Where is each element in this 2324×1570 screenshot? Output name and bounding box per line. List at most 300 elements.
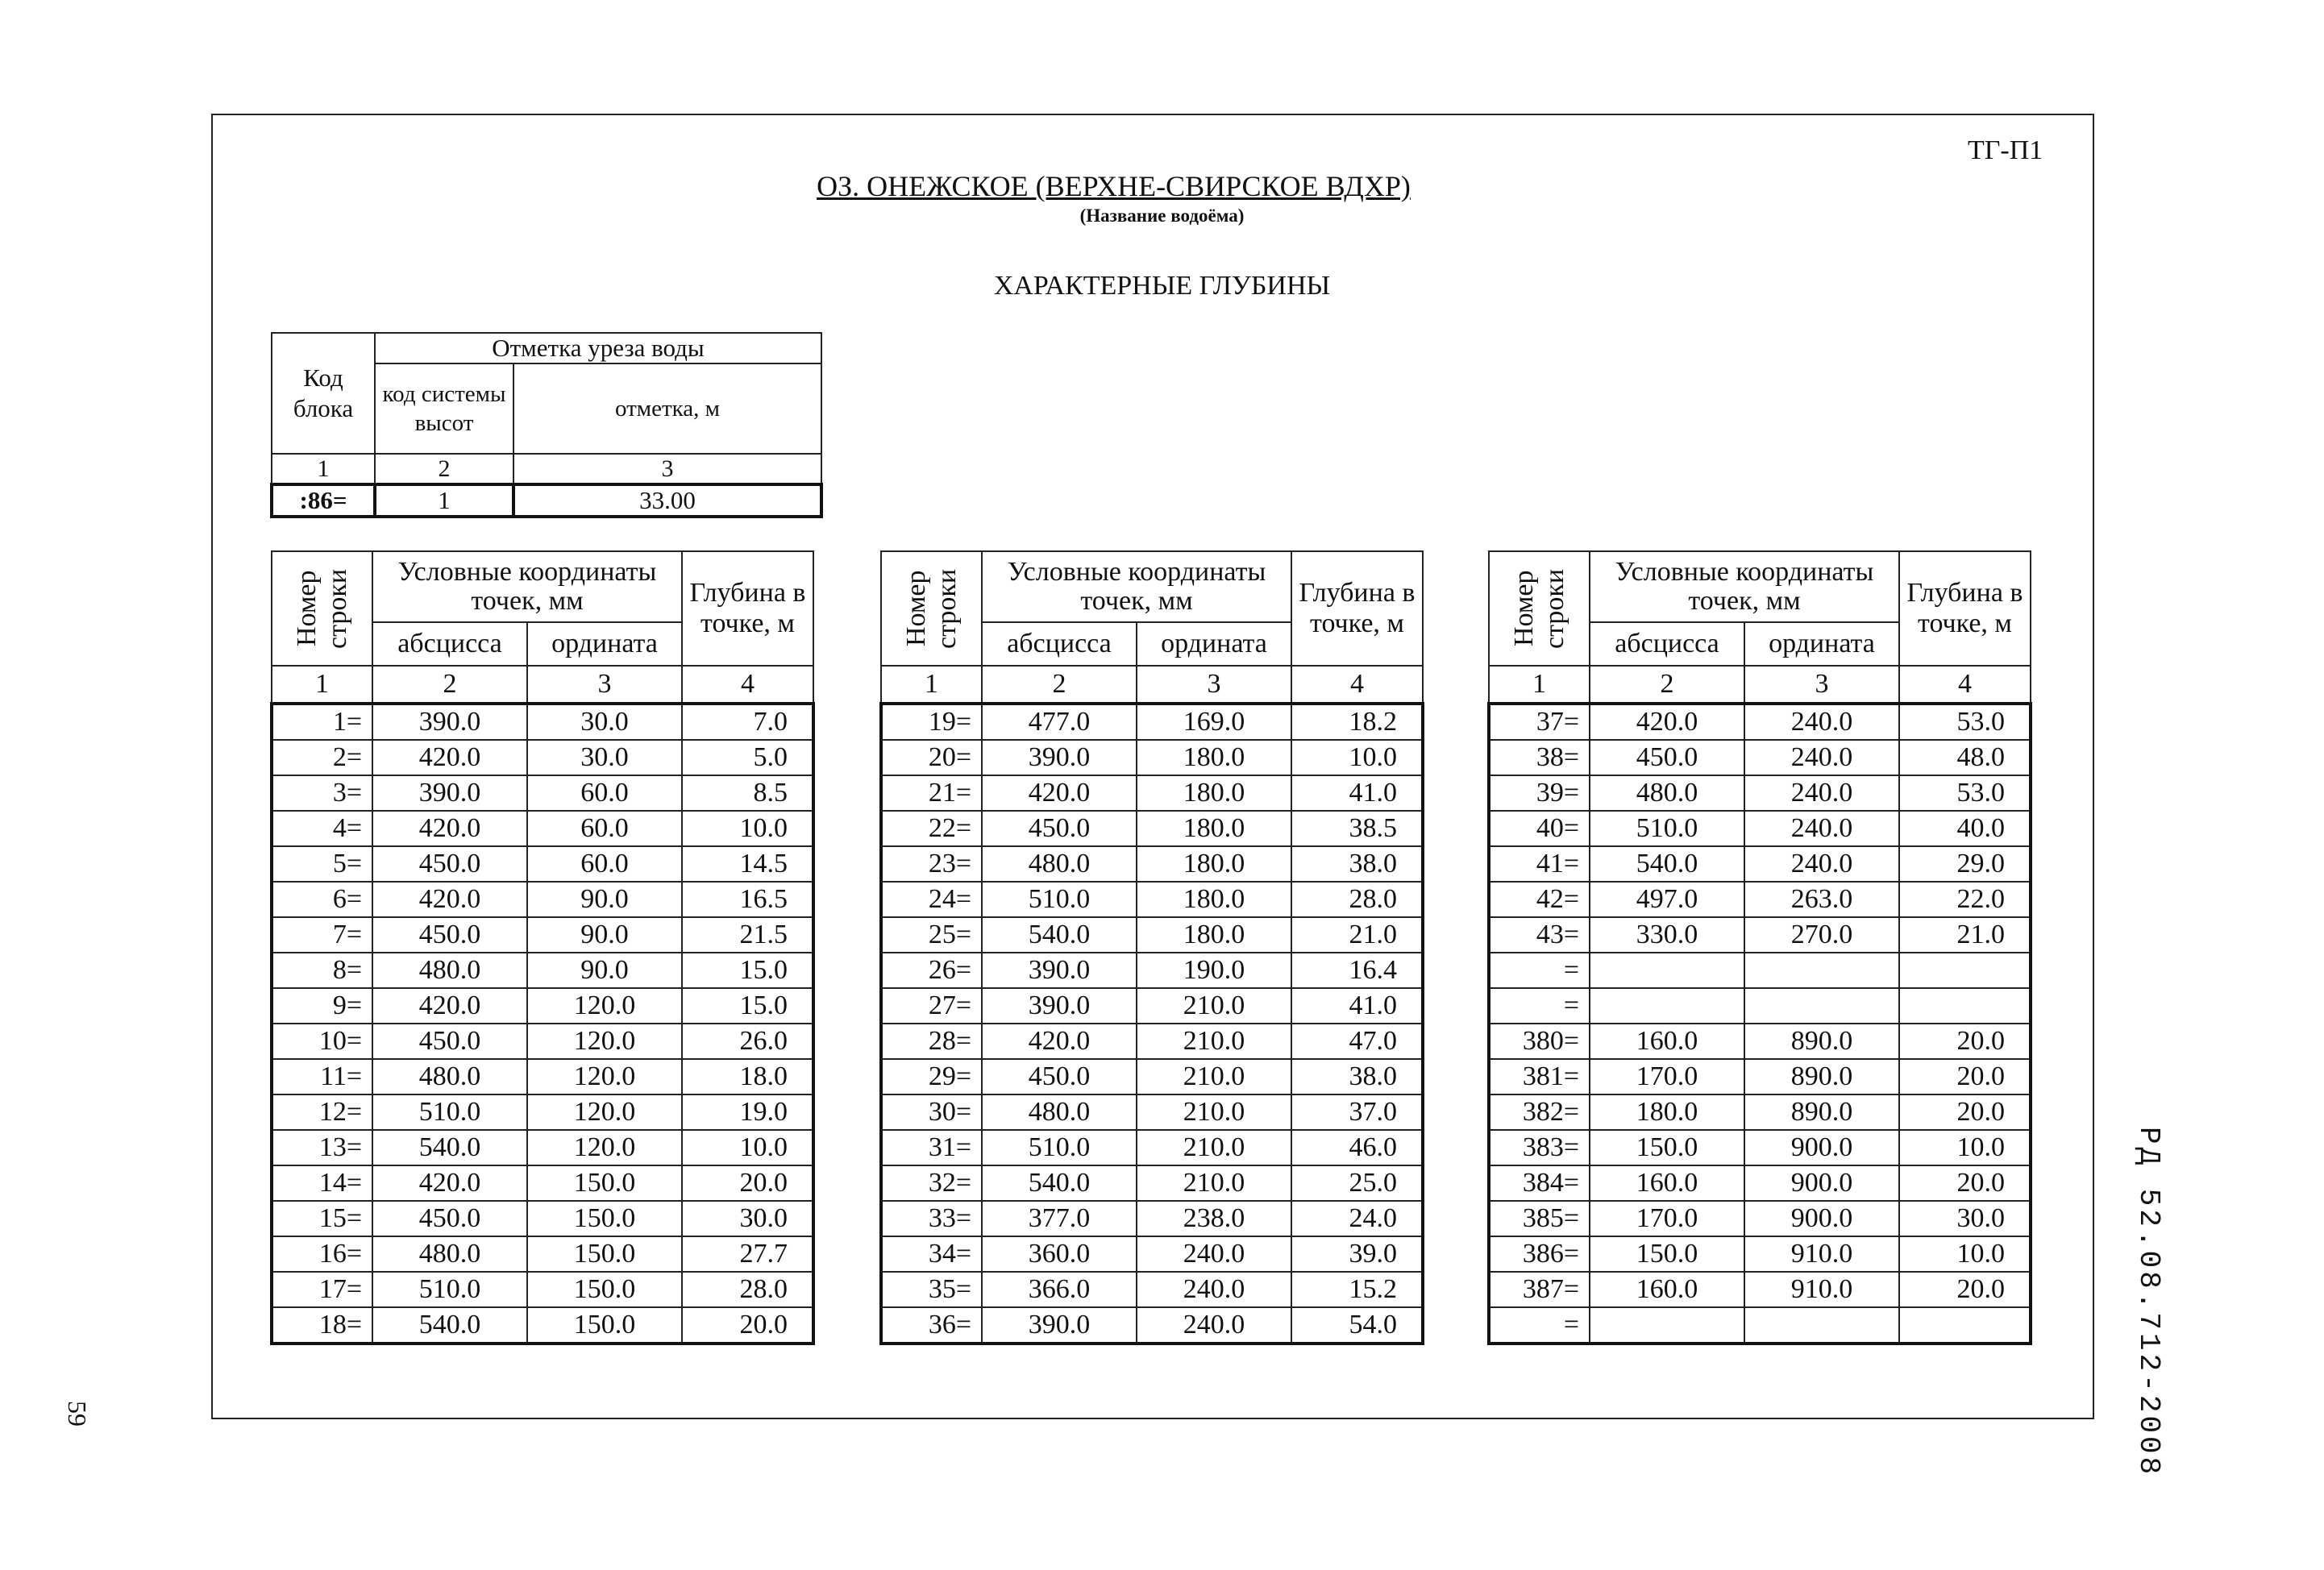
abscissa-cell: 540.0 (1590, 846, 1744, 882)
depth-cell: 19.0 (682, 1094, 813, 1130)
ordinate-cell: 180.0 (1137, 846, 1291, 882)
row-number-cell: 23= (881, 846, 982, 882)
column-number: 2 (982, 666, 1137, 704)
table-row (881, 953, 1423, 988)
ordinate-cell: 150.0 (527, 1272, 682, 1307)
depth-cell: 8.5 (682, 775, 813, 811)
abscissa-cell: 480.0 (372, 953, 527, 988)
table-row (1489, 1307, 2031, 1344)
table-row (881, 740, 1423, 775)
abscissa-cell: 180.0 (1590, 1094, 1744, 1130)
row-number-cell: 37= (1489, 704, 1590, 740)
abscissa-header: абсцисса (982, 622, 1137, 666)
abscissa-cell: 150.0 (1590, 1236, 1744, 1272)
coordinates-group-header: Условные координаты точек, мм (1590, 551, 1899, 622)
row-number-cell: 14= (272, 1165, 372, 1201)
ordinate-cell: 60.0 (527, 846, 682, 882)
row-number-cell: 3= (272, 775, 372, 811)
abscissa-cell: 170.0 (1590, 1059, 1744, 1094)
abscissa-cell: 540.0 (982, 1165, 1137, 1201)
table-row (272, 775, 813, 811)
depth-cell: 18.2 (1291, 704, 1423, 740)
table-row (272, 740, 813, 775)
abscissa-cell: 360.0 (982, 1236, 1137, 1272)
abscissa-cell: 160.0 (1590, 1165, 1744, 1201)
depth-cell: 10.0 (1899, 1130, 2031, 1165)
ordinate-cell: 210.0 (1137, 1024, 1291, 1059)
abscissa-cell: 160.0 (1590, 1024, 1744, 1059)
abscissa-cell: 450.0 (982, 811, 1137, 846)
abscissa-cell: 420.0 (372, 1165, 527, 1201)
abscissa-cell (1590, 953, 1744, 988)
depth-cell: 10.0 (682, 811, 813, 846)
mark-header: отметка, м (513, 363, 821, 454)
row-number-cell: 21= (881, 775, 982, 811)
row-number-cell: 387= (1489, 1272, 1590, 1307)
row-number-cell: 39= (1489, 775, 1590, 811)
ordinate-cell: 150.0 (527, 1307, 682, 1344)
depth-cell: 20.0 (682, 1165, 813, 1201)
abscissa-cell (1590, 988, 1744, 1024)
abscissa-cell: 390.0 (982, 988, 1137, 1024)
block-code-header: Код блока (272, 333, 375, 454)
row-number-cell: 20= (881, 740, 982, 775)
ordinate-cell: 30.0 (527, 704, 682, 740)
abscissa-cell: 450.0 (372, 1201, 527, 1236)
depth-cell: 21.0 (1291, 917, 1423, 953)
table-row (272, 1059, 813, 1094)
row-number-cell: = (1489, 988, 1590, 1024)
depth-cell: 10.0 (1899, 1236, 2031, 1272)
depth-cell (1899, 1307, 2031, 1344)
table-row (1489, 775, 2031, 811)
table-row (1489, 1201, 2031, 1236)
abscissa-cell: 377.0 (982, 1201, 1137, 1236)
depth-cell: 54.0 (1291, 1307, 1423, 1344)
table-row (1489, 740, 2031, 775)
table-row (1489, 1236, 2031, 1272)
abscissa-cell: 150.0 (1590, 1130, 1744, 1165)
table-row (1489, 1059, 2031, 1094)
abscissa-cell: 330.0 (1590, 917, 1744, 953)
ordinate-cell: 120.0 (527, 1024, 682, 1059)
ordinate-cell: 180.0 (1137, 917, 1291, 953)
block-code-value: :86= (272, 484, 375, 517)
table-row (272, 1165, 813, 1201)
water-body-name-line (0, 169, 2324, 203)
abscissa-cell: 450.0 (372, 846, 527, 882)
abscissa-cell: 450.0 (372, 1024, 527, 1059)
depths-table-3 (1487, 550, 2032, 1345)
abscissa-cell: 390.0 (372, 775, 527, 811)
depth-cell: 38.0 (1291, 1059, 1423, 1094)
row-number-cell: 385= (1489, 1201, 1590, 1236)
row-number-header (881, 551, 982, 666)
table-row (881, 775, 1423, 811)
depth-cell: 29.0 (1899, 846, 2031, 882)
depth-cell: 15.0 (682, 953, 813, 988)
document-title: ХАРАКТЕРНЫЕ ГЛУБИНЫ (993, 271, 1331, 301)
row-number-cell: 8= (272, 953, 372, 988)
depth-cell: 26.0 (682, 1024, 813, 1059)
document-code: РД 52.08.712-2008 (2132, 1127, 2165, 1478)
ordinate-cell: 210.0 (1137, 1094, 1291, 1130)
abscissa-cell: 510.0 (372, 1094, 527, 1130)
row-number-header-text: Номер строки (291, 568, 352, 649)
depth-header: Глубина в точке, м (1291, 551, 1423, 666)
column-number: 1 (1489, 666, 1590, 704)
ordinate-cell: 210.0 (1137, 1059, 1291, 1094)
depth-cell: 41.0 (1291, 775, 1423, 811)
table-row (272, 1307, 813, 1344)
depth-cell: 53.0 (1899, 775, 2031, 811)
column-number: 2 (372, 666, 527, 704)
ordinate-cell: 169.0 (1137, 704, 1291, 740)
abscissa-cell: 510.0 (1590, 811, 1744, 846)
abscissa-cell: 480.0 (1590, 775, 1744, 811)
water-level-group-header: Отметка уреза воды (375, 333, 821, 363)
ordinate-header: ордината (1744, 622, 1899, 666)
ordinate-cell: 180.0 (1137, 740, 1291, 775)
abscissa-cell: 390.0 (982, 1307, 1137, 1344)
row-number-cell: 33= (881, 1201, 982, 1236)
depth-cell: 15.0 (682, 988, 813, 1024)
abscissa-header: абсцисса (372, 622, 527, 666)
table-row (272, 1024, 813, 1059)
row-number-cell: 30= (881, 1094, 982, 1130)
abscissa-cell: 497.0 (1590, 882, 1744, 917)
ordinate-cell: 240.0 (1744, 846, 1899, 882)
depth-cell: 5.0 (682, 740, 813, 775)
abscissa-cell: 510.0 (372, 1272, 527, 1307)
row-number-cell: 25= (881, 917, 982, 953)
depth-cell: 22.0 (1899, 882, 2031, 917)
ordinate-cell: 210.0 (1137, 988, 1291, 1024)
column-number: 4 (682, 666, 813, 704)
column-number: 3 (527, 666, 682, 704)
depth-cell: 30.0 (1899, 1201, 2031, 1236)
ordinate-cell: 210.0 (1137, 1165, 1291, 1201)
row-number-cell: 26= (881, 953, 982, 988)
table-row (272, 811, 813, 846)
table-row (272, 882, 813, 917)
row-number-cell: 384= (1489, 1165, 1590, 1201)
table-row (1489, 1094, 2031, 1130)
depths-table-1 (270, 550, 815, 1345)
ordinate-cell: 60.0 (527, 811, 682, 846)
row-number-cell: 12= (272, 1094, 372, 1130)
column-number: 1 (272, 454, 375, 484)
column-number: 1 (272, 666, 372, 704)
depth-cell: 38.5 (1291, 811, 1423, 846)
abscissa-cell: 170.0 (1590, 1201, 1744, 1236)
table-row (881, 1165, 1423, 1201)
ordinate-cell: 30.0 (527, 740, 682, 775)
row-number-cell: 380= (1489, 1024, 1590, 1059)
ordinate-cell: 890.0 (1744, 1024, 1899, 1059)
depth-cell: 16.5 (682, 882, 813, 917)
row-number-cell: 24= (881, 882, 982, 917)
table-row (1489, 1165, 2031, 1201)
abscissa-cell: 510.0 (982, 1130, 1137, 1165)
ordinate-cell: 240.0 (1744, 811, 1899, 846)
row-number-cell: 42= (1489, 882, 1590, 917)
depth-cell: 20.0 (1899, 1272, 2031, 1307)
table-row (1489, 811, 2031, 846)
ordinate-cell: 270.0 (1744, 917, 1899, 953)
water-body-name: ОЗ. ОНЕЖСКОЕ (ВЕРХНЕ-СВИРСКОЕ ВДХР) (817, 170, 1411, 202)
table-row (272, 1236, 813, 1272)
ordinate-cell: 210.0 (1137, 1130, 1291, 1165)
ordinate-cell: 180.0 (1137, 811, 1291, 846)
abscissa-cell: 390.0 (982, 740, 1137, 775)
abscissa-cell: 390.0 (372, 704, 527, 740)
ordinate-cell: 240.0 (1744, 704, 1899, 740)
row-number-cell: = (1489, 953, 1590, 988)
table-row (272, 704, 813, 740)
depth-cell: 38.0 (1291, 846, 1423, 882)
depth-cell: 37.0 (1291, 1094, 1423, 1130)
table-row (1489, 953, 2031, 988)
row-number-cell: 4= (272, 811, 372, 846)
abscissa-cell: 540.0 (372, 1130, 527, 1165)
row-number-cell: 17= (272, 1272, 372, 1307)
ordinate-header: ордината (1137, 622, 1291, 666)
ordinate-cell: 180.0 (1137, 882, 1291, 917)
depth-cell: 41.0 (1291, 988, 1423, 1024)
row-number-cell: 11= (272, 1059, 372, 1094)
ordinate-cell: 240.0 (1744, 740, 1899, 775)
row-number-cell: 41= (1489, 846, 1590, 882)
depth-cell: 30.0 (682, 1201, 813, 1236)
abscissa-cell: 450.0 (982, 1059, 1137, 1094)
water-body-caption: (Название водоёма) (1079, 206, 1245, 226)
ordinate-cell: 90.0 (527, 953, 682, 988)
ordinate-cell: 90.0 (527, 917, 682, 953)
document-title-line (0, 271, 2324, 301)
table-row (881, 704, 1423, 740)
column-number: 4 (1899, 666, 2031, 704)
ordinate-cell: 910.0 (1744, 1272, 1899, 1307)
depth-cell: 25.0 (1291, 1165, 1423, 1201)
row-number-cell: 28= (881, 1024, 982, 1059)
column-number: 3 (1744, 666, 1899, 704)
row-number-cell: 31= (881, 1130, 982, 1165)
table-row (1489, 704, 2031, 740)
row-number-cell: 40= (1489, 811, 1590, 846)
table-row (272, 953, 813, 988)
ordinate-cell: 120.0 (527, 988, 682, 1024)
table-row (881, 1272, 1423, 1307)
ordinate-cell: 150.0 (527, 1236, 682, 1272)
row-number-cell: 15= (272, 1201, 372, 1236)
row-number-cell: 7= (272, 917, 372, 953)
depth-cell: 20.0 (1899, 1094, 2031, 1130)
column-number: 2 (1590, 666, 1744, 704)
table-row (272, 1272, 813, 1307)
abscissa-cell: 450.0 (1590, 740, 1744, 775)
ordinate-cell: 190.0 (1137, 953, 1291, 988)
row-number-cell: 383= (1489, 1130, 1590, 1165)
ordinate-cell: 240.0 (1137, 1307, 1291, 1344)
abscissa-cell: 540.0 (982, 917, 1137, 953)
depth-cell: 28.0 (682, 1272, 813, 1307)
table-row (881, 988, 1423, 1024)
depths-table-2 (879, 550, 1424, 1345)
row-number-cell: 43= (1489, 917, 1590, 953)
abscissa-cell: 420.0 (982, 1024, 1137, 1059)
depth-cell: 46.0 (1291, 1130, 1423, 1165)
column-number: 3 (513, 454, 821, 484)
row-number-header (1489, 551, 1590, 666)
depth-cell: 18.0 (682, 1059, 813, 1094)
row-number-cell: 34= (881, 1236, 982, 1272)
row-number-cell: 9= (272, 988, 372, 1024)
row-number-header-text: Номер строки (900, 568, 962, 649)
depth-cell: 28.0 (1291, 882, 1423, 917)
row-number-cell: 29= (881, 1059, 982, 1094)
table-row (272, 846, 813, 882)
mark-value: 33.00 (513, 484, 821, 517)
abscissa-cell: 510.0 (982, 882, 1137, 917)
row-number-cell: 382= (1489, 1094, 1590, 1130)
abscissa-cell: 540.0 (372, 1307, 527, 1344)
table-row (1489, 988, 2031, 1024)
row-number-cell: 1= (272, 704, 372, 740)
row-number-cell: 5= (272, 846, 372, 882)
table-row (881, 1130, 1423, 1165)
depth-cell: 21.0 (1899, 917, 2031, 953)
row-number-cell: 2= (272, 740, 372, 775)
ordinate-cell: 900.0 (1744, 1165, 1899, 1201)
depth-header: Глубина в точке, м (682, 551, 813, 666)
table-row (272, 1094, 813, 1130)
table-row (272, 988, 813, 1024)
ordinate-cell (1744, 988, 1899, 1024)
column-number: 3 (1137, 666, 1291, 704)
row-number-cell: 10= (272, 1024, 372, 1059)
abscissa-cell: 390.0 (982, 953, 1137, 988)
row-number-cell: 19= (881, 704, 982, 740)
depth-cell: 24.0 (1291, 1201, 1423, 1236)
ordinate-cell: 900.0 (1744, 1201, 1899, 1236)
ordinate-cell: 60.0 (527, 775, 682, 811)
abscissa-cell: 480.0 (982, 846, 1137, 882)
depth-cell: 20.0 (1899, 1165, 2031, 1201)
row-number-header (272, 551, 372, 666)
ordinate-header: ордината (527, 622, 682, 666)
depth-cell: 20.0 (1899, 1024, 2031, 1059)
ordinate-cell: 120.0 (527, 1130, 682, 1165)
depth-cell: 15.2 (1291, 1272, 1423, 1307)
abscissa-cell: 420.0 (982, 775, 1137, 811)
ordinate-cell: 90.0 (527, 882, 682, 917)
abscissa-cell: 160.0 (1590, 1272, 1744, 1307)
table-row (881, 811, 1423, 846)
form-code: ТГ-П1 (1968, 135, 2043, 165)
row-number-cell: 16= (272, 1236, 372, 1272)
row-number-cell: 6= (272, 882, 372, 917)
abscissa-cell: 450.0 (372, 917, 527, 953)
depth-header: Глубина в точке, м (1899, 551, 2031, 666)
abscissa-header: абсцисса (1590, 622, 1744, 666)
row-number-cell: 13= (272, 1130, 372, 1165)
ordinate-cell: 890.0 (1744, 1094, 1899, 1130)
ordinate-cell: 240.0 (1137, 1236, 1291, 1272)
page-number: 59 (63, 1401, 92, 1427)
ordinate-cell: 910.0 (1744, 1236, 1899, 1272)
row-number-cell: 22= (881, 811, 982, 846)
depth-cell: 47.0 (1291, 1024, 1423, 1059)
abscissa-cell: 480.0 (982, 1094, 1137, 1130)
row-number-cell: 386= (1489, 1236, 1590, 1272)
water-level-table (270, 332, 823, 518)
table-row (1489, 1130, 2031, 1165)
depth-cell: 20.0 (1899, 1059, 2031, 1094)
row-number-cell: 27= (881, 988, 982, 1024)
depth-cell: 21.5 (682, 917, 813, 953)
depth-cell: 53.0 (1899, 704, 2031, 740)
depth-cell (1899, 988, 2031, 1024)
row-number-cell: 381= (1489, 1059, 1590, 1094)
table-row (272, 917, 813, 953)
abscissa-cell: 420.0 (372, 811, 527, 846)
height-system-header: код системы высот (375, 363, 513, 454)
table-row (1489, 846, 2031, 882)
table-row (1489, 1024, 2031, 1059)
height-system-value: 1 (375, 484, 513, 517)
coordinates-group-header: Условные координаты точек, мм (982, 551, 1291, 622)
depth-cell: 10.0 (1291, 740, 1423, 775)
ordinate-cell: 263.0 (1744, 882, 1899, 917)
depth-cell (1899, 953, 2031, 988)
table-row (881, 1201, 1423, 1236)
depth-cell: 20.0 (682, 1307, 813, 1344)
abscissa-cell: 480.0 (372, 1059, 527, 1094)
table-row (1489, 882, 2031, 917)
row-number-cell: 36= (881, 1307, 982, 1344)
ordinate-cell: 150.0 (527, 1165, 682, 1201)
ordinate-cell (1744, 1307, 1899, 1344)
table-row (881, 1024, 1423, 1059)
ordinate-cell: 180.0 (1137, 775, 1291, 811)
abscissa-cell: 420.0 (372, 740, 527, 775)
table-row (1489, 1272, 2031, 1307)
abscissa-cell (1590, 1307, 1744, 1344)
abscissa-cell: 420.0 (1590, 704, 1744, 740)
table-row (881, 1307, 1423, 1344)
table-row (881, 1059, 1423, 1094)
depth-cell: 27.7 (682, 1236, 813, 1272)
ordinate-cell: 150.0 (527, 1201, 682, 1236)
table-row (881, 1094, 1423, 1130)
ordinate-cell: 240.0 (1744, 775, 1899, 811)
table-row (1489, 917, 2031, 953)
ordinate-cell (1744, 953, 1899, 988)
ordinate-cell: 890.0 (1744, 1059, 1899, 1094)
depth-cell: 7.0 (682, 704, 813, 740)
abscissa-cell: 480.0 (372, 1236, 527, 1272)
ordinate-cell: 120.0 (527, 1059, 682, 1094)
row-number-header-text: Номер строки (1508, 568, 1569, 649)
table-row (881, 1236, 1423, 1272)
depth-cell: 16.4 (1291, 953, 1423, 988)
table-row (881, 882, 1423, 917)
row-number-cell: = (1489, 1307, 1590, 1344)
column-number: 1 (881, 666, 982, 704)
ordinate-cell: 900.0 (1744, 1130, 1899, 1165)
column-number: 2 (375, 454, 513, 484)
